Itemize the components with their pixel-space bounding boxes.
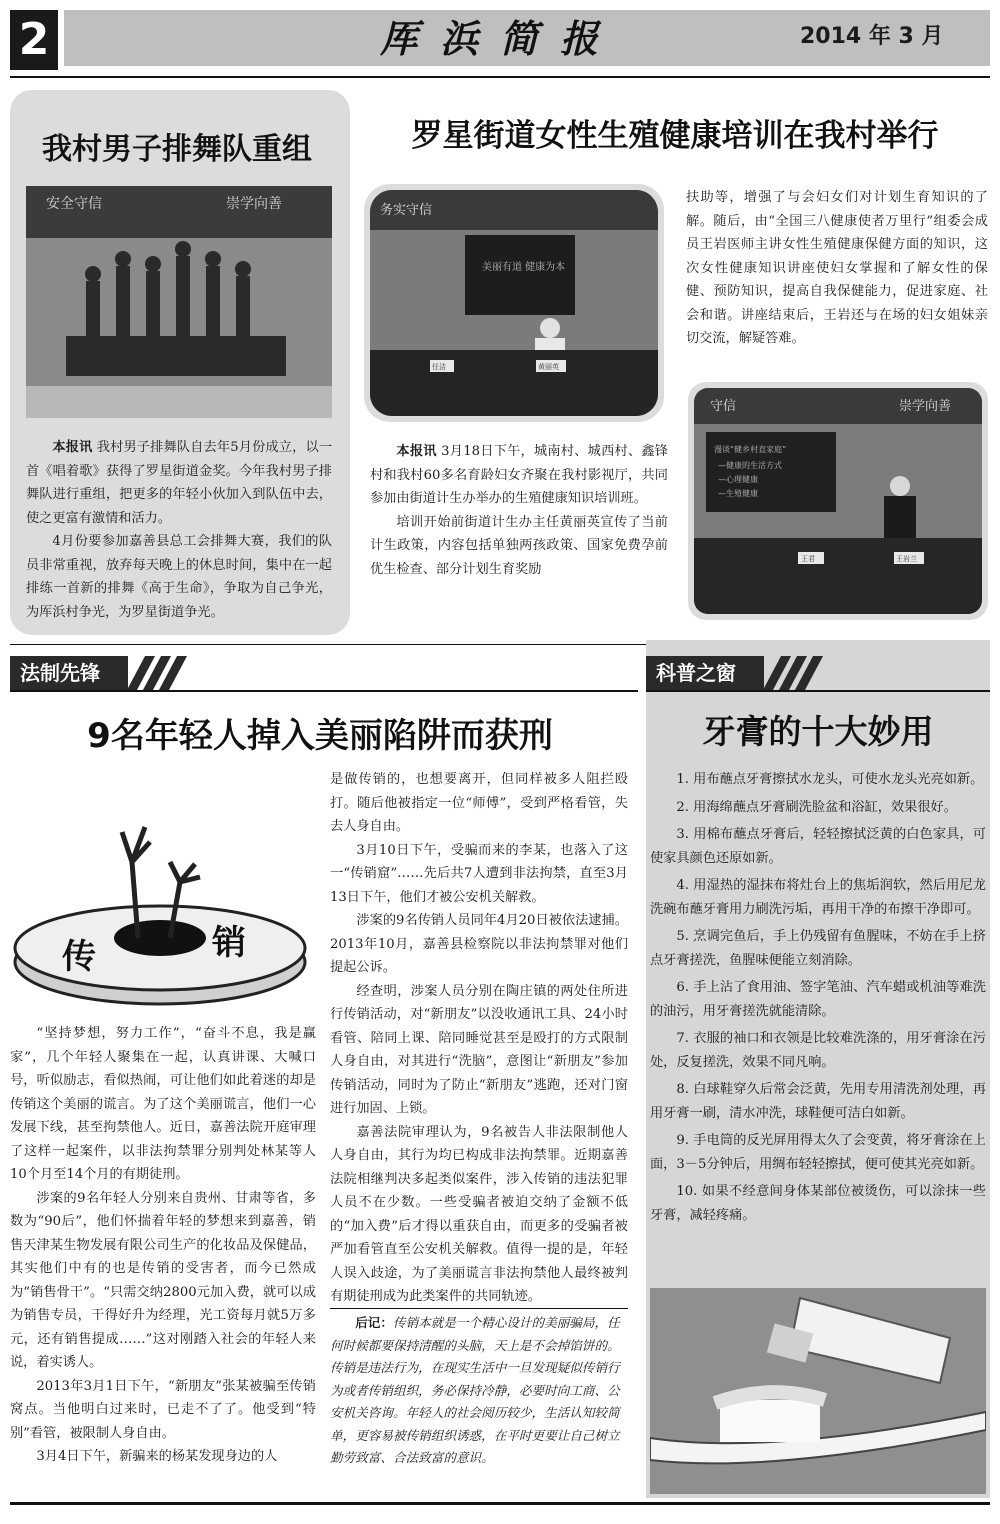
footer-rule (10, 1502, 990, 1505)
pyramid-scheme-cartoon (10, 772, 316, 1012)
tip-item: 6. 手上沾了食用油、签字笔油、汽车蜡或机油等难洗的油污，用牙膏搓洗就能清除。 (650, 980, 986, 1019)
photo2-screen-line-4: —生殖健康 (718, 489, 758, 498)
health-lead: 本报讯 (396, 444, 437, 459)
issue-date: 2014 年 3 月 (800, 24, 944, 49)
tip-item: 8. 白球鞋穿久后常会泛黄，先用专用清洗剂处理，再用牙膏一刷，清水冲洗，球鞋便可洁白如新。 (650, 1082, 986, 1121)
photo1-banner: 务实守信 (380, 203, 433, 218)
tip-item: 4. 用湿热的湿抹布将灶台上的焦垢润软，然后用尼龙洗碗布蘸牙膏用力刷洗污垢，再用干净的布擦干净即可。 (650, 878, 986, 917)
law-col2-para-4: 经查明，涉案人员分别在陶庄镇的两处住所进行传销活动，对“新朋友”以没收通讯工具、24小时看管、陪同上课、陪同睡觉甚至是殴打的方式限制人身自由，对其进行“洗脑”，意图让“新朋友”参加传销活动，同时为了防止“新朋友”逃跑，还对门窗进行加固、上锁。 (330, 983, 628, 1116)
law-col2-para-3: 涉案的9名传销人员同年4月20日被依法逮捕。2013年10月，嘉善县检察院以非法拘禁罪对他们提起公诉。 (330, 913, 628, 975)
photo-banner-left: 安全守信 (46, 196, 102, 212)
law-col1-para-2: 涉案的9名年轻人分别来自贵州、甘肃等省，多数为“90后”，他们怀揣着年轻的梦想来到嘉善，销售天津某生物发展有限公司生产的化妆品及保健品，其实他们中有的也是传销的受害者，而今已然成为“销售骨干”。“只需交纳2800元加入费，就可以成为销售专员，干得好升为经理，光工资每月就5万多元，还有销售提成……”这对刚踏入社会的年轻人来说，着实诱人。 (10, 1190, 316, 1370)
tip-item: 3. 用棉布蘸点牙膏后，轻轻擦拭泛黄的白色家具，可使家具颜色还原如新。 (650, 827, 986, 866)
tip-item: 2. 用海绵蘸点牙膏刷洗脸盆和浴缸，效果很好。 (676, 799, 957, 815)
law-col1-para-4: 3月4日下午，新骗来的杨某发现身边的人 (36, 1449, 278, 1464)
law-headline: 9名年轻人掉入美丽陷阱而获刑 (87, 716, 553, 756)
header-rule (10, 76, 990, 78)
tip-item: 7. 衣服的袖口和衣领是比较难洗涤的，用牙膏涂在污处，反复搓洗，效果不同凡响。 (650, 1031, 986, 1070)
health-photo-2 (694, 388, 982, 614)
photo2-nameplate-1: 王君 (801, 555, 815, 563)
law-col2-para-1: 是做传销的，也想要离开，但同样被多人阻拦殴打。随后他被指定一位“师傅”，受到严格看管，失去人身自由。 (330, 772, 628, 834)
dance-team-photo (26, 186, 332, 418)
dance-body (26, 436, 332, 624)
law-col2-para-5: 嘉善法院审理认为，9名被告人非法限制他人人身自由，其行为均已构成非法拘禁罪。近期嘉善法院相继判决多起类似案件，涉入传销的违法犯罪人员不在少数。一些受骗者被迫交纳了金额不低的“加入费”后才得以重获自由，而更多的受骗者被严加看管直至公安机关解救。值得一提的是，年轻人误入歧途，为了美丽谎言非法拘禁他人最终被判有期徒刑成为此类案件的共同轨迹。 (330, 1124, 628, 1304)
tip-item: 1. 用布蘸点牙膏擦拭水龙头，可使水龙头光亮如新。 (676, 772, 984, 787)
photo2-banner-2: 崇学向善 (899, 399, 952, 414)
law-col1-para-1: “坚持梦想，努力工作”，“奋斗不息，我是赢家”，几个年轻人聚集在一起，认真讲课、大喊口号，听似励志，看似热闹，可让他们如此着迷的却是传销这个美丽的谎言。为了这个美丽谎言，他们一心发展下线，甚至拘禁他人。近日，嘉善法院开庭审理了这样一起案件，以非法拘禁罪分别判处林某等人10个月至14个月的有期徒刑。 (10, 1026, 316, 1182)
law-col2-para-2: 3月10日下午，受骗而来的李某，也落入了这一“传销窟”……先后共7人遭到非法拘禁，直至3月13日下午，他们才被公安机关解救。 (330, 842, 628, 905)
dance-headline: 我村男子排舞队重组 (42, 132, 312, 167)
toothpaste-tips-list (650, 768, 986, 1231)
health-photo-1 (370, 190, 658, 416)
tip-item: 5. 烹调完鱼后，手上仍残留有鱼腥味，不妨在手上挤点牙膏搓洗，鱼腥味便能立刻消除。 (650, 929, 986, 968)
dance-lead: 本报讯 (52, 440, 93, 455)
photo2-banner-1: 守信 (710, 399, 737, 414)
science-tag-label: 科普之窗 (646, 656, 764, 690)
law-body-col2 (330, 768, 628, 1309)
health-headline: 罗星街道女性生殖健康培训在我村举行 (411, 118, 939, 154)
tip-item: 9. 手电筒的反光屏用得太久了会变黄，将牙膏涂在上面，3－5分钟后，用绸布轻轻擦拭，便可使其光亮如新。 (650, 1133, 986, 1172)
cartoon-char-right: 销 (212, 923, 246, 963)
science-section-tag (646, 656, 816, 690)
note-text: 传销本就是一个精心设计的美丽骗局，任何时候都要保持清醒的头脑，天上是不会掉馅饼的。传销是违法行为，在现实生活中一旦发现疑似传销行为或者传销组织，务必保持冷静，必要时向工商、公安机关咨询。年轻人的社会阅历较少，生活认知较简单，更容易被传销组织诱惑，在平时更要让自己树立勤劳致富、合法致富的意识。 (330, 1315, 620, 1465)
note-rule (330, 1308, 628, 1309)
page-number: 2 (10, 10, 58, 70)
law-col1-para-3: 2013年3月1日下午，“新朋友”张某被骗至传销窝点。当他明白过来时，已走不了了。他受到“特别”看管，被限制人身自由。 (10, 1378, 316, 1441)
photo1-screen-title: 美丽有道 健康为本 (482, 262, 566, 273)
law-tag-rule (10, 690, 638, 692)
law-tag-label: 法制先锋 (10, 656, 128, 690)
tip-item: 10. 如果不经意间身体某部位被烫伤，可以涂抹一些牙膏，减轻疼痛。 (650, 1184, 986, 1223)
masthead-title: 厍浜简报 (379, 16, 620, 61)
photo2-screen-line-1: 漫谈“健乡村直家庭” (714, 445, 787, 454)
health-body-col1 (370, 440, 668, 581)
toothpaste-photo (650, 1288, 986, 1494)
photo2-nameplate-2: 王岩兰 (896, 555, 917, 563)
photo1-nameplate-1: 任洁 (432, 363, 446, 371)
science-tag-rule (646, 690, 990, 692)
dance-para-1: 我村男子排舞队自去年5月份成立，以一首《唱着歌》获得了罗星街道金奖。今年我村男子排舞队进行重组，把更多的年轻小伙加入到队伍中去，使之更富有激情和活力。 (26, 440, 333, 526)
law-body-col1 (10, 1022, 316, 1469)
note-label: 后记： (355, 1315, 393, 1330)
health-para-1: 3月18日下午，城南村、城西村、鑫锋村和我村60多名育龄妇女齐聚在我村影视厅，共同参加由街道计生办举办的生殖健康知识培训班。 (370, 444, 668, 506)
dance-para-2: 4月份要参加嘉善县总工会排舞大赛，我们的队员非常重视，放弃每天晚上的休息时间，集中在一起排练一首新的排舞《高于生命》，争取为自己争光，为厍浜村争光，为罗星街道争光。 (26, 534, 332, 620)
science-headline: 牙膏的十大妙用 (702, 712, 934, 751)
law-section-tag (10, 656, 180, 690)
law-afterword (330, 1312, 628, 1470)
health-para-2: 培训开始前街道计生办主任黄丽英宣传了当前计生政策，内容包括单独两孩政策、国家免费孕前优生检查、部分计划生育奖励 (370, 514, 668, 577)
health-para-3: 扶助等，增强了与会妇女们对计划生育知识的了解。随后，由“全国三八健康使者万里行”组委会成员王岩医师主讲女性生殖健康保健方面的知识，这次女性健康知识讲座使妇女掌握和了解女性的保健、预防知识，提高自我保健能力，促进家庭、社会和谐。讲座结束后，王岩还与在场的妇女姐妹亲切交流，解疑答难。 (686, 190, 988, 346)
health-body-col2 (686, 186, 988, 351)
photo2-screen-line-3: —心理健康 (718, 475, 758, 484)
photo-banner-right: 崇学向善 (226, 196, 282, 212)
photo2-screen-line-2: —健康的生活方式 (718, 461, 782, 470)
photo1-nameplate-2: 黄丽英 (538, 363, 559, 371)
cartoon-char-left: 传 (62, 937, 96, 977)
